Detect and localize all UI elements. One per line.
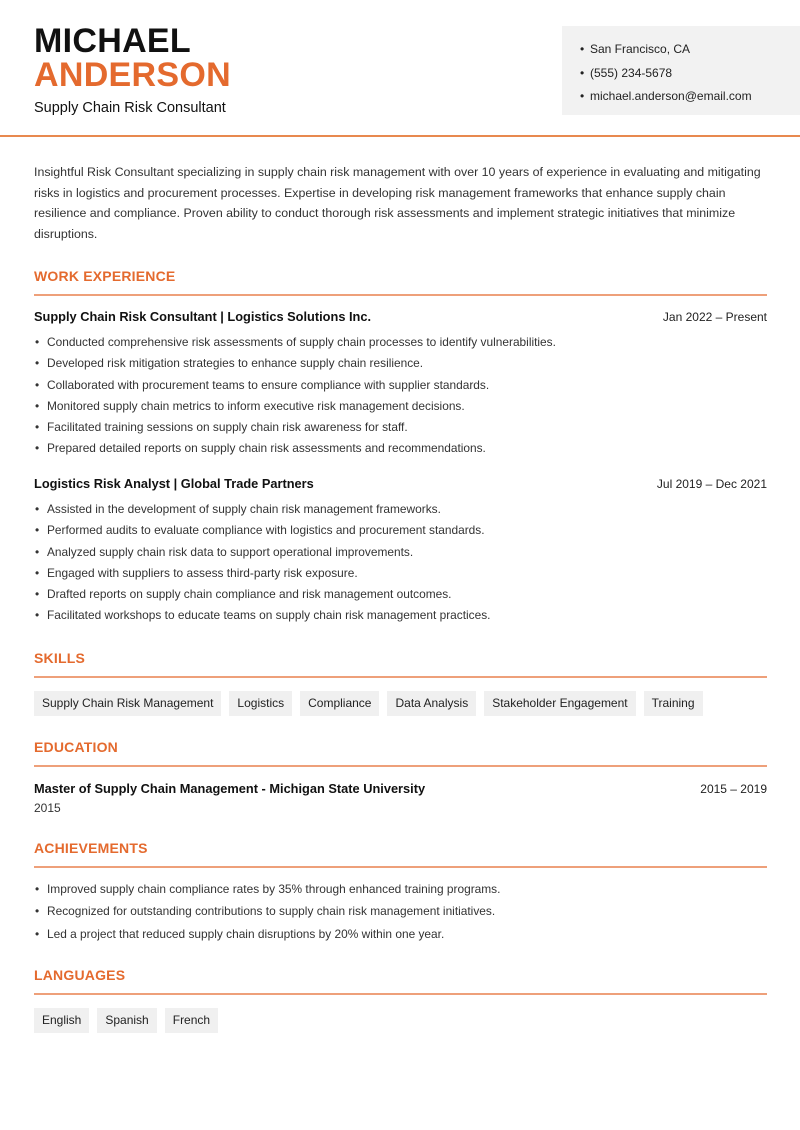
list-item: • Monitored supply chain metrics to inform executive risk management decisions. [34, 396, 767, 417]
list-item: • Facilitated training sessions on supply chain risk awareness for staff. [34, 417, 767, 438]
list-item: • Facilitated workshops to educate teams on supply chain risk management practices. [34, 605, 767, 626]
skill-chip: Training [644, 691, 703, 716]
degree-title: Master of Supply Chain Management - Michigan State University [34, 780, 426, 796]
list-item: • Analyzed supply chain risk data to support operational improvements. [34, 542, 767, 563]
contact-box [562, 26, 800, 115]
contact-phone: • (555) 234-5678 [580, 62, 800, 86]
list-item: • Improved supply chain compliance rates by 35% through enhanced training programs. [34, 878, 767, 901]
list-item: • Performed audits to evaluate compliance with logistics and procurement standards. [34, 520, 767, 541]
job-entry [34, 476, 767, 627]
summary-text: Insightful Risk Consultant specializing in supply chain risk management with over 10 years of experience in evaluating and mitigating risks in logistics and procurement processes. Expertise in developing risk management frameworks that enhance supply chain resilience and compliance. Proven ability to conduct thorough risk assessments and implement strategic initiatives that minimize disruptions. [34, 165, 761, 242]
education-dates: 2015 – 2019 [700, 781, 767, 796]
skill-chip: Data Analysis [387, 691, 476, 716]
last-name: ANDERSON [34, 56, 231, 94]
list-item: • Developed risk mitigation strategies to enhance supply chain resilience. [34, 353, 767, 374]
skill-chip: Logistics [229, 691, 292, 716]
job-title: Logistics Risk Analyst | Global Trade Partners [34, 476, 314, 491]
section-divider [34, 765, 767, 767]
job-dates: Jul 2019 – Dec 2021 [656, 477, 767, 491]
language-chip: Spanish [97, 1008, 156, 1033]
list-item: • Engaged with suppliers to assess third-party risk exposure. [34, 563, 767, 584]
skill-chip: Compliance [300, 691, 379, 716]
language-chip: English [34, 1008, 89, 1033]
skill-chip: Supply Chain Risk Management [34, 691, 221, 716]
job-entry [34, 309, 767, 460]
job-dates: Jan 2022 – Present [662, 310, 767, 324]
section-divider [34, 676, 767, 678]
section-title-education: EDUCATION [34, 739, 118, 755]
job-bullets [34, 499, 767, 627]
section-title-skills: SKILLS [34, 650, 85, 666]
section-title-work: WORK EXPERIENCE [34, 268, 176, 284]
job-role: Supply Chain Risk Consultant [34, 100, 226, 116]
contact-email[interactable]: • michael.anderson@email.com [580, 85, 800, 109]
job-title: Supply Chain Risk Consultant | Logistics Solutions Inc. [34, 309, 372, 324]
graduation-year: 2015 [34, 800, 61, 815]
contact-location: • San Francisco, CA [580, 38, 800, 62]
list-item: • Prepared detailed reports on supply chain risk assessments and recommendations. [34, 438, 767, 459]
skills-section [34, 650, 767, 716]
section-title-languages: LANGUAGES [34, 967, 126, 983]
section-divider [34, 866, 767, 868]
languages-section [34, 967, 767, 1033]
list-item: • Assisted in the development of supply chain risk management frameworks. [34, 499, 767, 520]
languages-list [34, 1008, 767, 1033]
list-item: • Collaborated with procurement teams to ensure compliance with supplier standards. [34, 375, 767, 396]
list-item: • Recognized for outstanding contributions to supply chain risk management initiatives. [34, 900, 767, 923]
work-experience-section [34, 268, 767, 296]
section-title-achievements: ACHIEVEMENTS [34, 840, 148, 856]
section-divider [34, 993, 767, 995]
job-bullets [34, 332, 767, 460]
education-section [34, 739, 767, 815]
resume-header [0, 0, 800, 137]
summary-section [34, 162, 767, 245]
achievements-section [34, 840, 767, 945]
achievements-list [34, 878, 767, 946]
skill-chip: Stakeholder Engagement [484, 691, 635, 716]
section-divider [34, 294, 767, 296]
list-item: • Led a project that reduced supply chain disruptions by 20% within one year. [34, 923, 767, 946]
list-item: • Conducted comprehensive risk assessments of supply chain processes to identify vulnerabilities. [34, 332, 767, 353]
list-item: • Drafted reports on supply chain compliance and risk management outcomes. [34, 584, 767, 605]
skills-list [34, 691, 767, 716]
language-chip: French [165, 1008, 218, 1033]
first-name: MICHAEL [34, 22, 191, 60]
